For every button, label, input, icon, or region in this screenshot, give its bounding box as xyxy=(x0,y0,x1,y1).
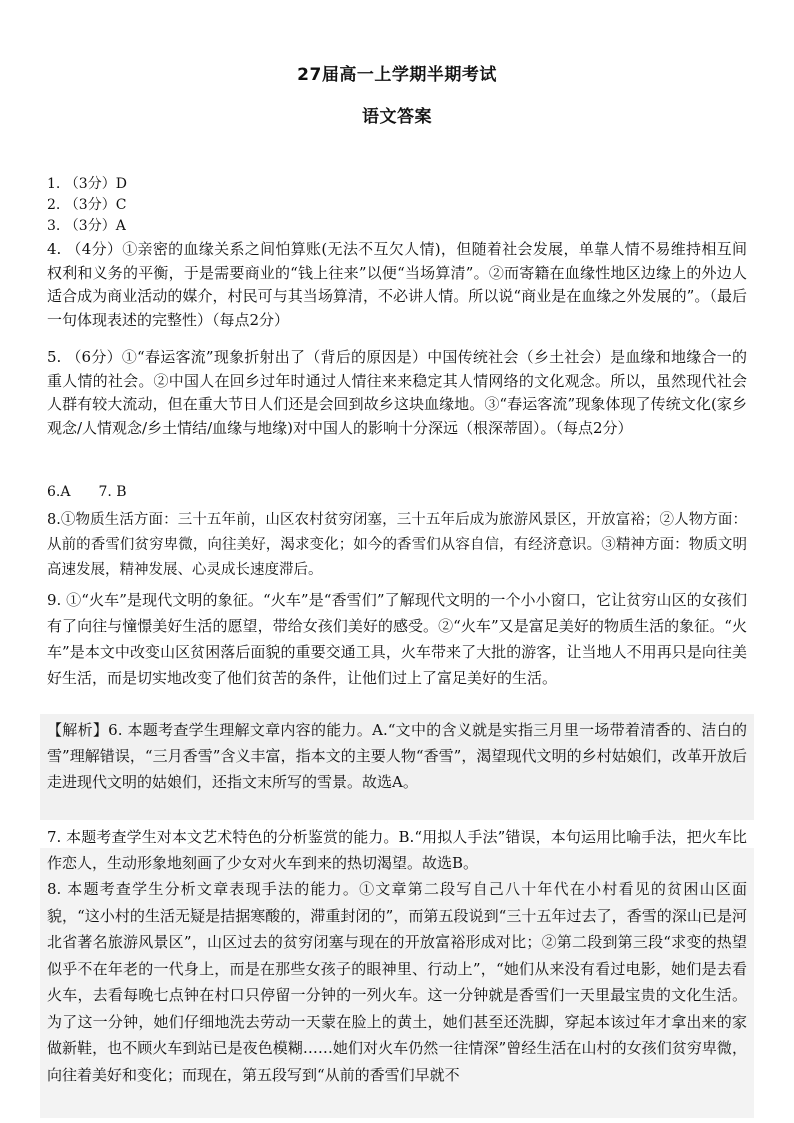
exam-subtitle: 语文答案 xyxy=(362,107,432,127)
analysis-q6: 【解析】6. 本题考查学生理解文章内容的能力。A.“文中的含义就是实指三月里一场带着清香的、洁白的雪”理解错误，“三月香雪”含义丰富，指本文的主要人物“香雪”，渴望现代文明的乡村姑娘们，改革开放后走进现代文明的姑娘们，还指文末所写的雪景。故选A。 xyxy=(47,721,747,791)
analysis-q7: 7. 本题考查学生对本文艺术特色的分析鉴赏的能力。B.“用拟人手法”错误，本句运用比喻手法，把火车比作恋人，生动形象地刻画了少女对火车到来的热切渴望。故选B。 xyxy=(47,828,747,872)
answer-q3: 3. （3分）A xyxy=(47,218,126,234)
analysis-q8: 8. 本题考查学生分析文章表现手法的能力。①文章第二段写自己八十年代在小村看见的贫困山区面貌，“这小村的生活无疑是拮据寒酸的，滞重封闭的”，而第五段说到“三十五年过去了，香雪的深山已是河北省著名旅游风景区”，山区过去的贫穷闭塞与现在的开放富裕形成对比；②第二段到第三段“求变的热望似乎不在年老的一代身上，而是在那些女孩子的眼神里、行动上”，“她们从来没有看过电影，她们是去看火车，去看每晚七点钟在村口只停留一分钟的一列火车。这一分钟就是香雪们一天里最宝贵的文化生活。为了这一分钟，她们仔细地洗去劳动一天蒙在脸上的黄土，她们甚至还洗脚，穿起本该过年才拿出来的家做新鞋，也不顾火车到站已是夜色模糊……她们对火车仍然一往情深”曾经生活在山村的女孩们贫穷卑微，向往着美好和变化；而现在，第五段写到“从前的香雪们早就不 xyxy=(47,880,747,1084)
answer-q6-q7: 6.A 7. B xyxy=(47,484,127,500)
answer-q2: 2. （3分）C xyxy=(47,197,127,213)
answer-q9: 9. ①“火车”是现代文明的象征。“火车”是“香雪们”了解现代文明的一个小小窗口，它让贫穷山区的女孩们有了向往与憧憬美好生活的愿望，带给女孩们美好的感受。②“火车”又是富足美好的物质生活的象征。“火车”是本文中改变山区贫困落后面貌的重要交通工具，火车带来了大批的游客，让当地人不用再只是向往美好生活，而是切实地改变了他们贫苦的条件，让他们过上了富足美好的生活。 xyxy=(47,591,747,687)
exam-title: 27届高一上学期半期考试 xyxy=(297,65,497,85)
answer-q5: 5. （6分）①“春运客流”现象折射出了（背后的原因是）中国传统社会（乡土社会）是血缘和地缘合一的重人情的社会。②中国人在回乡过年时通过人情往来来稳定其人情网络的文化观念。所以，虽然现代社会人群有较大流动，但在重大节日人们还是会回到故乡这块血缘地。③“春运客流”现象体现了传统文化(家乡观念/人情观念/乡土情结/血缘与地缘)对中国人的影响十分深远（根深蒂固）。（每点2分） xyxy=(47,348,747,437)
answer-q8: 8.①物质生活方面：三十五年前，山区农村贫穷闭塞，三十五年后成为旅游风景区，开放富裕；②人物方面：从前的香雪们贫穷卑微，向往美好，渴求变化；如今的香雪们从容自信，有经济意识。③精神方面：物质文明高速发展，精神发展、心灵成长速度滞后。 xyxy=(47,512,747,578)
answer-q4: 4. （4分）①亲密的血缘关系之间怕算账(无法不互欠人情)，但随着社会发展，单靠人情不易维持相互间权利和义务的平衡，于是需要商业的“钱上往来”以便“当场算清”。②而寄籍在血缘性地区边缘上的外边人适合成为商业活动的媒介，村民可与其当场算清，不必讲人情。所以说“商业是在血缘之外发展的”。（最后一句体现表述的完整性）（每点2分） xyxy=(47,240,747,329)
answer-q1: 1. （3分）D xyxy=(47,176,127,192)
